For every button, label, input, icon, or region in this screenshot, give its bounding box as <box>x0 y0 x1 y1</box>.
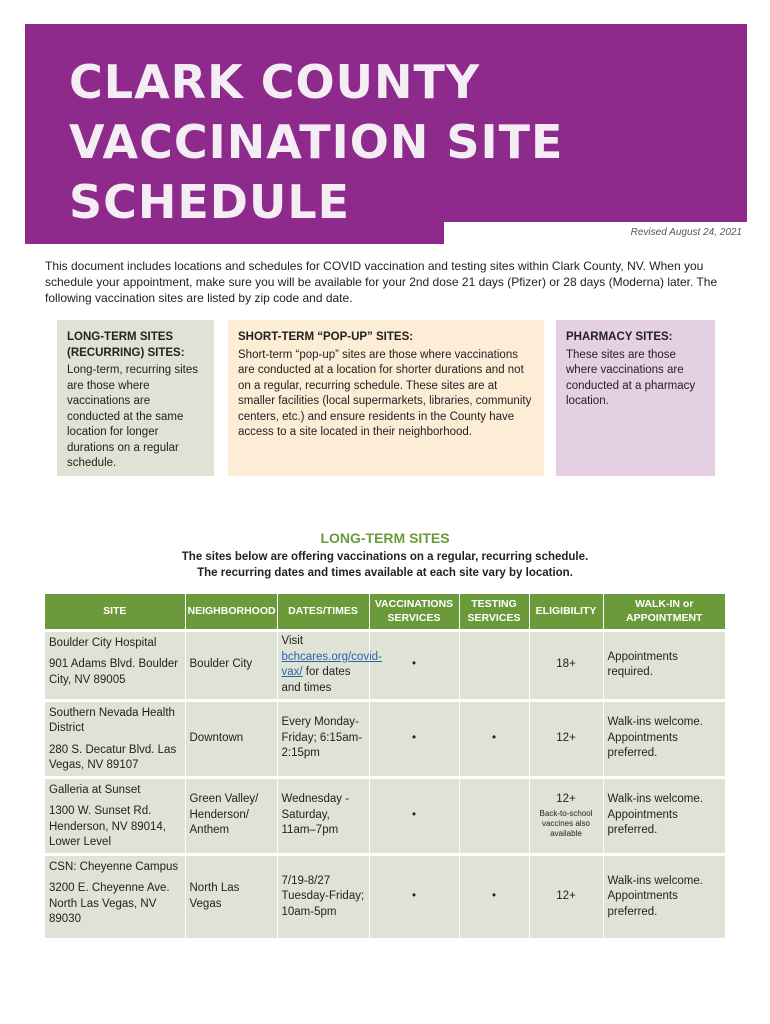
walkin-cell: Walk-ins welcome. Appointments preferred. <box>603 854 725 938</box>
pharmacy-info-card <box>556 320 715 476</box>
section-subtitle <box>0 549 770 581</box>
title-line-3: SCHEDULE <box>69 175 351 229</box>
testing-cell <box>459 777 529 854</box>
header-neighborhood: NEIGHBORHOOD <box>185 594 277 630</box>
site-address: 3200 E. Cheyenne Ave. North Las Vegas, NV 89030 <box>49 882 170 925</box>
site-cell <box>45 630 185 700</box>
table-row <box>45 700 725 777</box>
site-cell <box>45 854 185 938</box>
long-term-info-card <box>57 320 214 476</box>
dates-link[interactable]: bchcares.org/covid-vax/ <box>281 650 382 678</box>
intro-paragraph: This document includes locations and schedules for COVID vaccination and testing sites within Clark County, NV. When you schedule your appointment, make sure you will be available for your 2nd dose 21 days (Pfizer) or 28 days (Moderna) later. The following vaccination sites are listed by zip code and date. <box>45 259 718 305</box>
title-banner <box>25 24 747 244</box>
header-vaccinations: VACCINATIONS SERVICES <box>369 594 459 630</box>
testing-cell: • <box>459 854 529 938</box>
neighborhood-cell: Boulder City <box>185 630 277 700</box>
header-eligibility: ELIGIBILITY <box>529 594 603 630</box>
site-cell <box>45 777 185 854</box>
neighborhood-cell: Green Valley/ Henderson/ Anthem <box>185 777 277 854</box>
dates-cell: 7/19-8/27 Tuesday-Friday; 10am-5pm <box>277 854 369 938</box>
long-term-card-heading: LONG-TERM SITES (RECURRING) SITES: <box>67 331 185 359</box>
site-name: Southern Nevada Health District <box>49 706 175 734</box>
dates-cell <box>277 630 382 700</box>
vaccinations-cell: • <box>369 777 459 854</box>
document-title <box>69 52 563 232</box>
title-line-1: CLARK COUNTY <box>69 55 481 109</box>
dates-cell: Every Monday-Friday; 6:15am-2:15pm <box>277 700 369 777</box>
site-name: CSN: Cheyenne Campus <box>49 860 179 873</box>
short-term-card-body: Short-term “pop-up” sites are those where vaccinations are conducted at a location for shorter durations and not on a regular, recurring schedule. These sites are at smaller facilities (local supermarkets, libraries, community centers, etc.) and ensure residents in the County have access to a site located in their neighborhood. <box>238 348 532 438</box>
short-term-info-card <box>228 320 544 476</box>
walkin-cell: Walk-ins welcome. Appointments preferred. <box>603 777 725 854</box>
site-name: Boulder City Hospital <box>49 636 157 649</box>
title-line-2: VACCINATION SITE <box>69 115 564 169</box>
dates-cell: Wednesday -Saturday, 11am–7pm <box>277 777 369 854</box>
short-term-card-heading: SHORT-TERM “POP-UP” SITES: <box>238 331 414 343</box>
header-testing: TESTING SERVICES <box>459 594 529 630</box>
pharmacy-card-heading: PHARMACY SITES: <box>566 331 673 343</box>
site-cell <box>45 700 185 777</box>
revised-date: Revised August 24, 2021 <box>630 227 742 238</box>
vaccinations-cell: • <box>369 854 459 938</box>
header-dates-times: DATES/TIMES <box>277 594 369 630</box>
table-row <box>45 854 725 938</box>
testing-cell <box>459 630 529 700</box>
sites-table <box>45 594 725 938</box>
testing-cell: • <box>459 700 529 777</box>
section-subtitle-line-2: The recurring dates and times available at each site vary by location. <box>197 567 573 579</box>
long-term-card-body: Long-term, recurring sites are those where vaccinations are conducted at the same location for longer durations on a regular schedule. <box>67 364 199 469</box>
eligibility-cell: 12+ <box>529 700 603 777</box>
eligibility-cell: 12+ <box>529 854 603 938</box>
neighborhood-cell: North Las Vegas <box>185 854 277 938</box>
walkin-cell: Walk-ins welcome. Appointments preferred. <box>603 700 725 777</box>
walkin-cell: Appointments required. <box>603 630 725 700</box>
pharmacy-card-body: These sites are those where vaccinations are conducted at a pharmacy location. <box>566 348 696 407</box>
eligibility-note: Back-to-school vaccines also available <box>539 809 593 839</box>
eligibility-cell: 18+ <box>529 630 603 700</box>
site-address: 280 S. Decatur Blvd. Las Vegas, NV 89107 <box>49 743 177 771</box>
table-row <box>45 777 725 854</box>
section-title: LONG-TERM SITES <box>320 530 450 546</box>
site-name: Galleria at Sunset <box>49 783 141 796</box>
eligibility-value: 12+ <box>556 792 576 805</box>
table-row <box>45 630 725 700</box>
vaccinations-cell: • <box>369 630 459 700</box>
eligibility-cell <box>529 777 603 854</box>
dates-prefix: Visit <box>281 635 304 647</box>
header-walkin: WALK-IN or APPOINTMENT <box>603 594 725 630</box>
neighborhood-cell: Downtown <box>185 700 277 777</box>
header-site: SITE <box>45 594 185 630</box>
site-address: 901 Adams Blvd. Boulder City, NV 89005 <box>49 658 179 686</box>
section-subtitle-line-1: The sites below are offering vaccinations on a regular, recurring schedule. <box>181 551 589 563</box>
dates-suffix: for dates and times <box>281 666 351 694</box>
vaccinations-cell: • <box>369 700 459 777</box>
site-address: 1300 W. Sunset Rd. Henderson, NV 89014, Lower Level <box>49 805 166 848</box>
table-header-row <box>45 594 725 630</box>
